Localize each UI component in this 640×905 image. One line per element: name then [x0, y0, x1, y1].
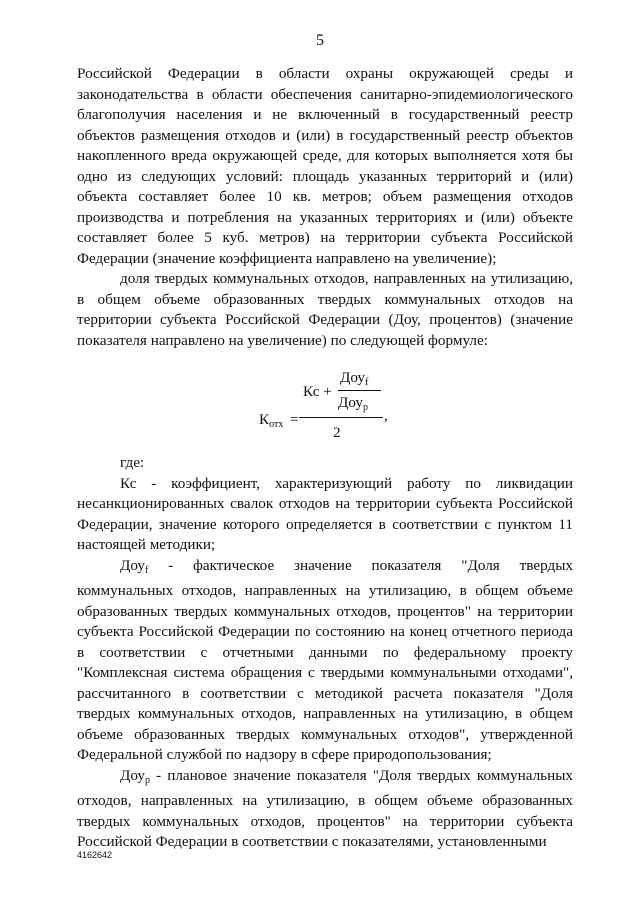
document-body	[77, 64, 573, 853]
definition-dou-f: Доу$_f$ - фактическое значение показателя "Доля твердых коммунальных отходов, направленных на утилизацию, в общем объеме образованных твердых коммунальных отходов, процентов" на территории субъекта Российской Федерации по состоянию на конец отчетного периода в соответствии с отчетными данными по федеральному проекту "Комплексная система обращения с твердыми коммунальными отходами", рассчитанного в соответствии с методикой расчета показателя "Доля твердых коммунальных отходов, направленных на утилизацию, в общем объеме образованных твердых коммунальных отходов", утвержденной Федеральной службой по надзору в сфере природопользования;	[77, 556, 573, 763]
formula-lhs: $К_{отх}$	[259, 411, 284, 430]
formula-denominator: 2	[333, 424, 341, 441]
formula-dou-f: Доу$_f$	[340, 369, 369, 388]
formula	[77, 361, 573, 447]
definition-kc: Кс - коэффициент, характеризующий работу по ликвидации несанкционированных свалок отходов на территории субъекта Российской Федерации, значение которого определяется в соответствии с пунктом 11 настоящей методики;	[77, 474, 573, 553]
page-number: 5	[316, 32, 324, 49]
paragraph: доля твердых коммунальных отходов, направленных на утилизацию, в общем объеме образованных твердых коммунальных отходов на территории субъекта Российской Федерации (Доу, процентов) (значение показателя направлено на увеличение) по следующей формуле:	[77, 270, 573, 349]
formula-comma: ,	[384, 407, 388, 424]
main-fraction-bar	[299, 417, 383, 418]
document-code: 4162642	[77, 850, 113, 860]
paragraph: Российской Федерации в области охраны окружающей среды и законодательства в области обеспечения санитарно-эпидемиологического благополучия населения и не включенный в государственный реестр объектов размещения отходов и (или) в государственный реестр объектов накопленного вреда окружающей среде, для которых выполняется хотя бы одно из следующих условий: площадь указанных территорий и (или) объекта составляет более 10 кв. метров; объем размещения отходов производства и потребления на указанных территориях и (или) объекте составляет более 5 куб. метров) на территории субъекта Российской Федерации (значение коэффициента направлено на увеличение);	[77, 65, 573, 267]
formula-equals: =	[290, 411, 299, 428]
definition-dou-p: Доу$_p$ - плановое значение показателя "Доля твердых коммунальных отходов, направленных на утилизацию, в общем объеме образованных твердых коммунальных отходов, процентов" на территории субъекта Российской Федерации в соответствии с показателями, установленными	[77, 766, 573, 850]
inner-fraction-bar	[338, 390, 381, 391]
formula-dou-p: Доу$_p$	[338, 394, 368, 413]
formula-kc: Кс +	[303, 383, 332, 400]
where-label: где:	[120, 454, 145, 471]
